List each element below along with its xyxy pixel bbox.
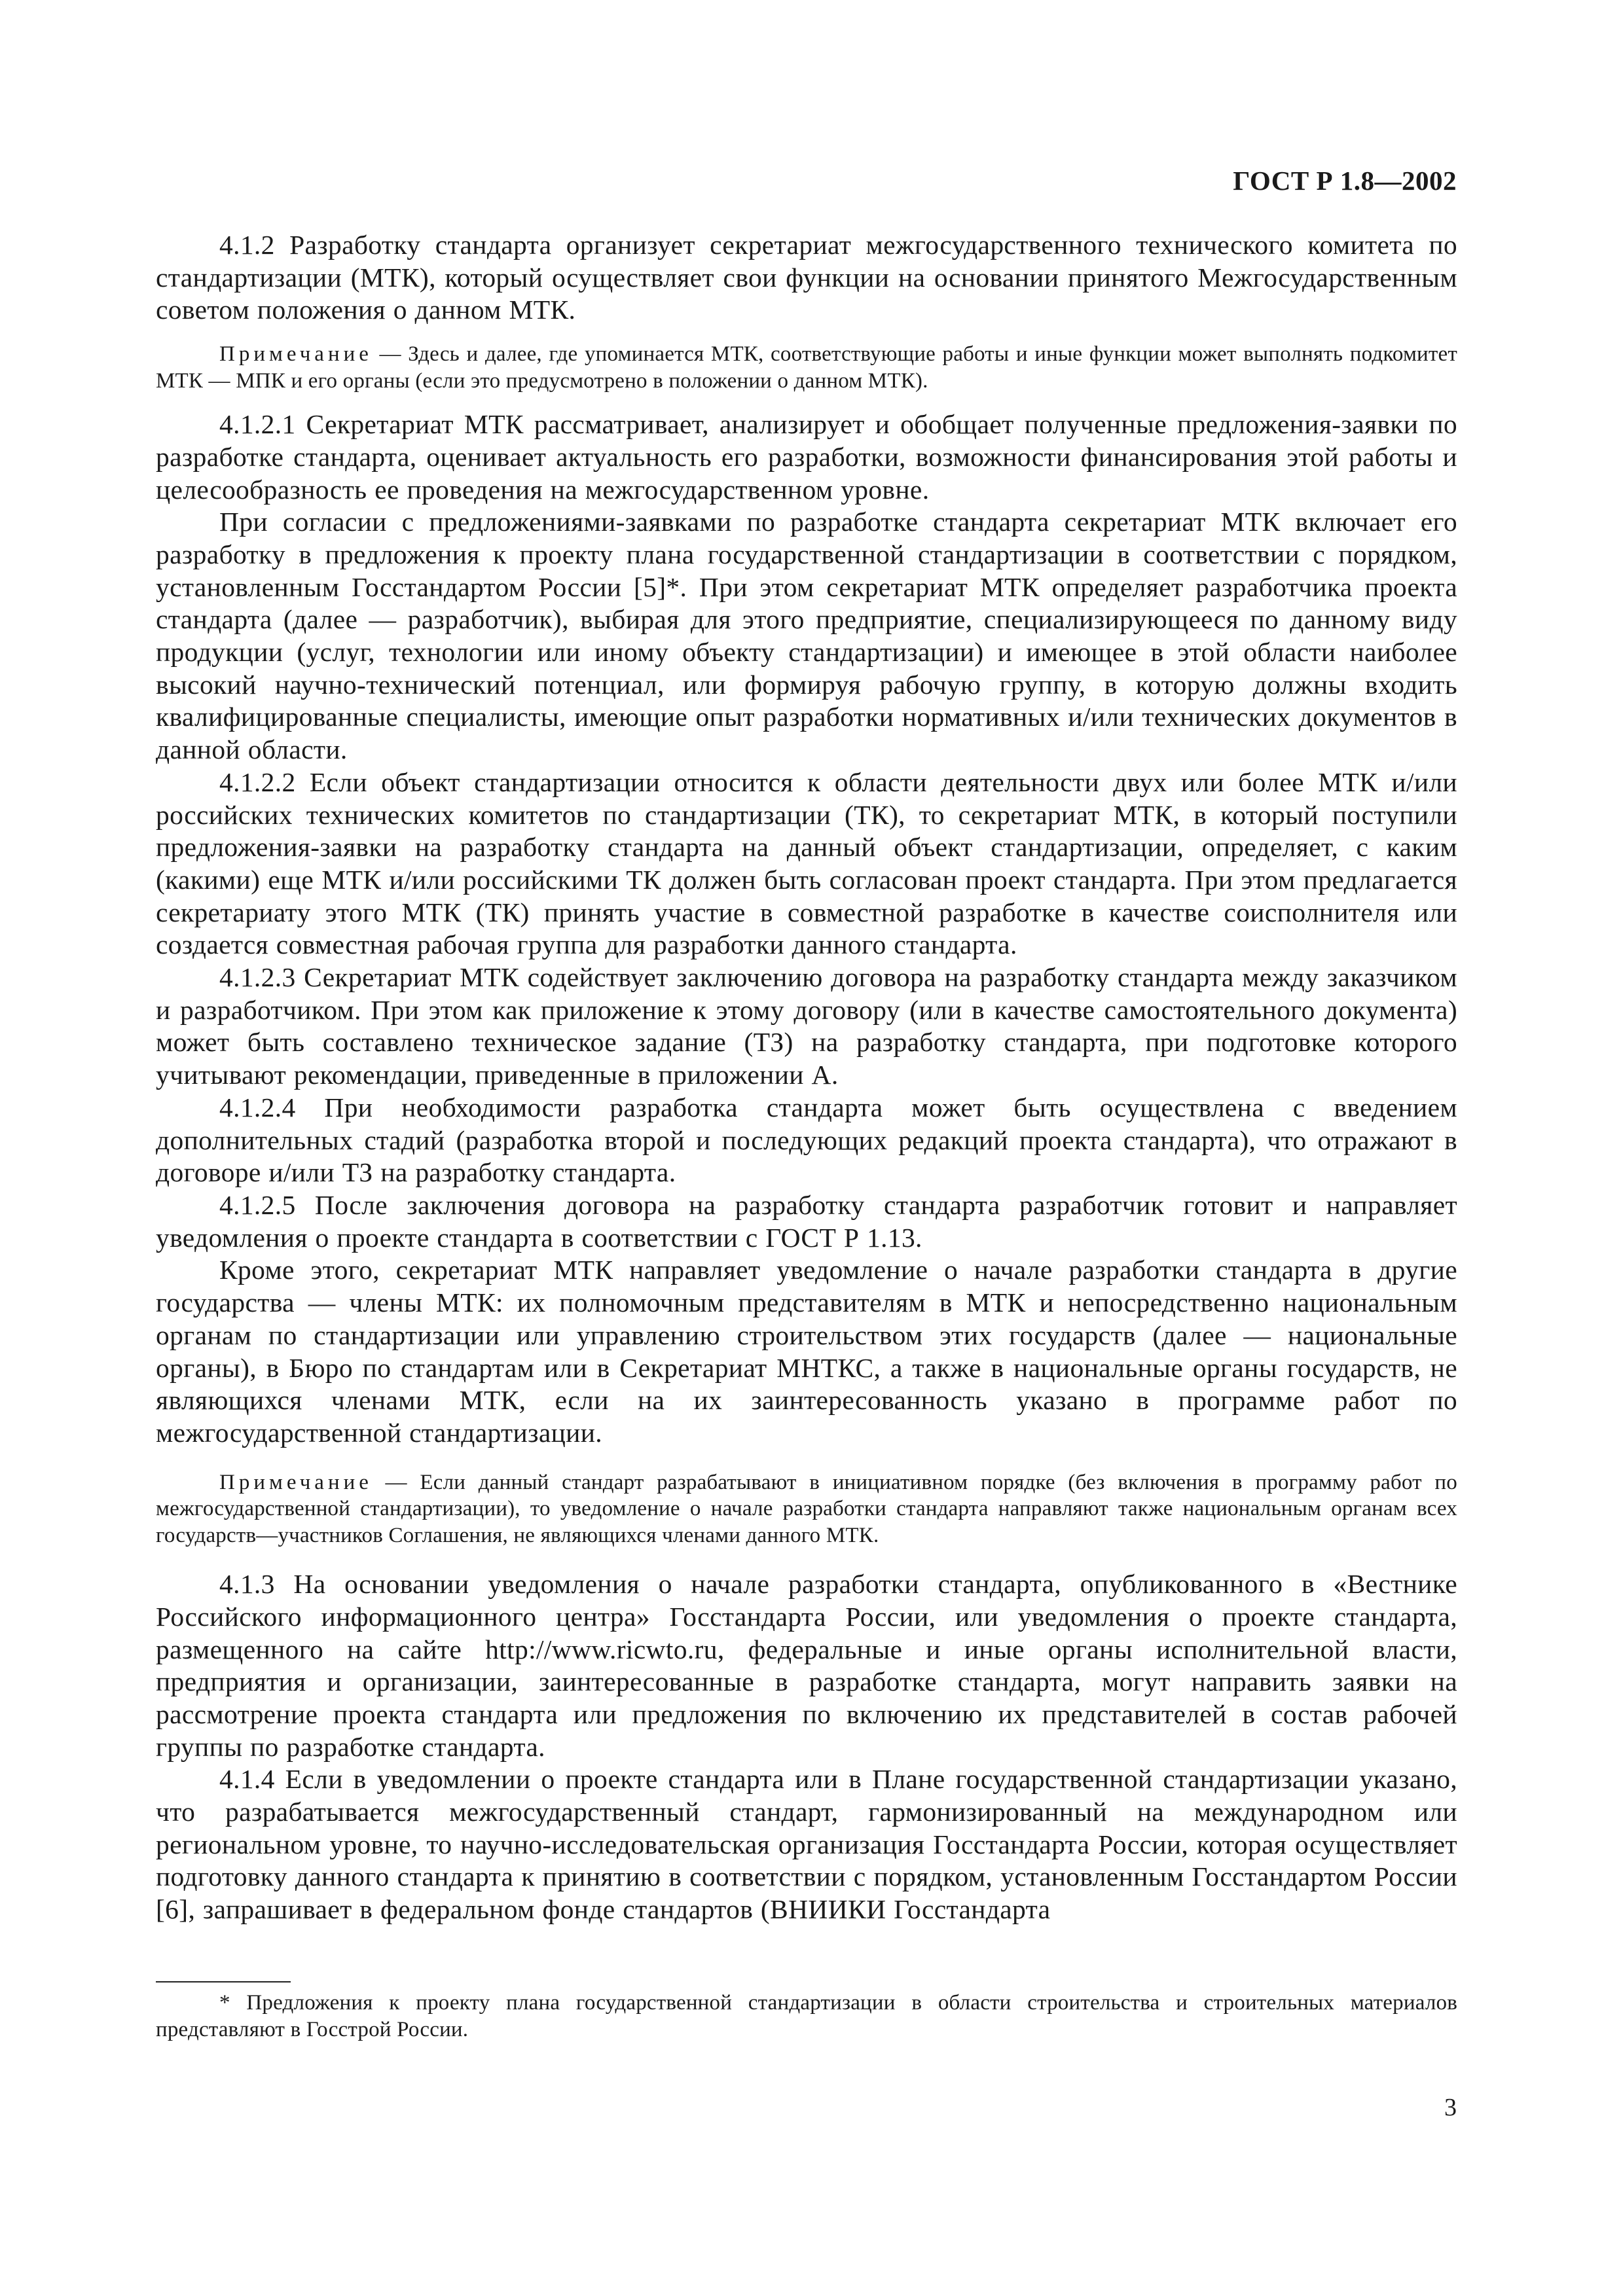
footnote-divider	[156, 1981, 291, 1982]
paragraph-4-1-2-1: 4.1.2.1 Секретариат МТК рассматривает, анализирует и обобщает полученные предложения-заявки по разработке стандарта, оценивает актуальность его разработки, возможности финансирования этой работы и целесообразность ее проведения на межгосударственном уровне.	[156, 409, 1457, 505]
footnote: * Предложения к проекту плана государственной стандартизации в области строительства и строительных материалов представляют в Госстрой России.	[156, 1991, 1457, 2041]
paragraph-4-1-2-3: 4.1.2.3 Секретариат МТК содействует заключению договора на разработку стандарта между заказчиком и разработчиком. При этом как приложение к этому договору (или в качестве самостоятельного документа) может быть составлено техническое задание (ТЗ) на разработку стандарта, при подготовке которого учитывают рекомендации, приведенные в приложении А.	[156, 962, 1457, 1090]
paragraph-4-1-2-2: 4.1.2.2 Если объект стандартизации относится к области деятельности двух или более МТК и/или российских технических комитетов по стандартизации (ТК), то секретариат МТК, в который поступили предложения-заявки на разработку стандарта на данный объект стандартизации, определяет, с каким (какими) еще МТК и/или российскими ТК должен быть согласован проект стандарта. При этом предлагается секретариату этого МТК (ТК) принять участие в совместной разработке в качестве соисполнителя или создается совместная рабочая группа для разработки данного стандарта.	[156, 766, 1457, 960]
page-number: 3	[1444, 2094, 1457, 2121]
paragraph-besides: Кроме этого, секретариат МТК направляет уведомление о начале разработки стандарта в другие государства — члены МТК: их полномочным представителям в МТК и непосредственно национальным органам по стандартизации или управлению строительством этих государств (далее — национальные органы), в Бюро по стандартам или в Секретариат МНТКС, а также в национальные органы государств, не являющихся членами МТК, если на их заинтересованность указано в программе работ по межгосударственной стандартизации.	[156, 1255, 1457, 1448]
note-label: Примечание	[219, 1470, 373, 1494]
paragraph-4-1-2-4: 4.1.2.4 При необходимости разработка стандарта может быть осуществлена с введением дополнительных стадий (разработка второй и последующих редакций проекта стандарта), что отражают в договоре и/или ТЗ на разработку стандарта.	[156, 1092, 1457, 1188]
note-text: — Здесь и далее, где упоминается МТК, соответствующие работы и иные функции может выполнять подкомитет МТК — МПК и его органы (если это предусмотрено в положении о данном МТК).	[156, 342, 1457, 393]
note-1	[156, 341, 1457, 394]
paragraph-4-1-2: 4.1.2 Разработку стандарта организует секретариат межгосударственного технического комитета по стандартизации (МТК), который осуществляет свои функции на основании принятого Межгосударственным советом положения о данном МТК.	[156, 230, 1457, 325]
paragraph-agreement: При согласии с предложениями-заявками по разработке стандарта секретариат МТК включает его разработку в предложения к проекту плана государственной стандартизации в соответствии с порядком, установленным Госстандартом России [5]*. При этом секретариат МТК определяет разработчика проекта стандарта (далее — разработчик), выбирая для этого предприятие, специализирующееся по данному виду продукции (услуг, технологии или иному объекту стандартизации) и имеющее в этой области наиболее высокий научно-технический потенциал, или формируя рабочую группу, в которую должны входить квалифицированные специалисты, имеющие опыт разработки нормативных и/или технических документов в данной области.	[156, 507, 1457, 765]
page-header-standard-id: ГОСТ Р 1.8—2002	[1233, 166, 1457, 196]
paragraph-4-1-2-5: 4.1.2.5 После заключения договора на разработку стандарта разработчик готовит и направляет уведомления о проекте стандарта в соответствии с ГОСТ Р 1.13.	[156, 1189, 1457, 1253]
note-2	[156, 1469, 1457, 1549]
note-text: — Если данный стандарт разрабатывают в инициативном порядке (без включения в программу работ по межгосударственной стандартизации), то уведомление о начале разработки стандарта направляют также национальным органам всех государств—участников Соглашения, не являющихся членами данного МТК.	[156, 1470, 1457, 1547]
paragraph-4-1-3: 4.1.3 На основании уведомления о начале разработки стандарта, опубликованного в «Вестнике Российского информационного центра» Госстандарта России, или уведомления о проекте стандарта, размещенного на сайте http://www.ricwto.ru, федеральные и иные органы исполнительной власти, предприятия и организации, заинтересованные в разработке стандарта, могут направить заявки на рассмотрение проекта стандарта или предложения по включению их представителей в состав рабочей группы по разработке стандарта.	[156, 1569, 1457, 1762]
paragraph-4-1-4: 4.1.4 Если в уведомлении о проекте стандарта или в Плане государственной стандартизации указано, что разрабатывается межгосударственный стандарт, гармонизированный на международном или региональном уровне, то научно-исследовательская организация Госстандарта России, которая осуществляет подготовку данного стандарта к принятию в соответствии с порядком, установленным Госстандартом России [6], запрашивает в федеральном фонде стандартов (ВНИИКИ Госстандарта	[156, 1764, 1457, 1925]
note-label: Примечание	[219, 342, 373, 367]
document-body	[156, 229, 1457, 1926]
